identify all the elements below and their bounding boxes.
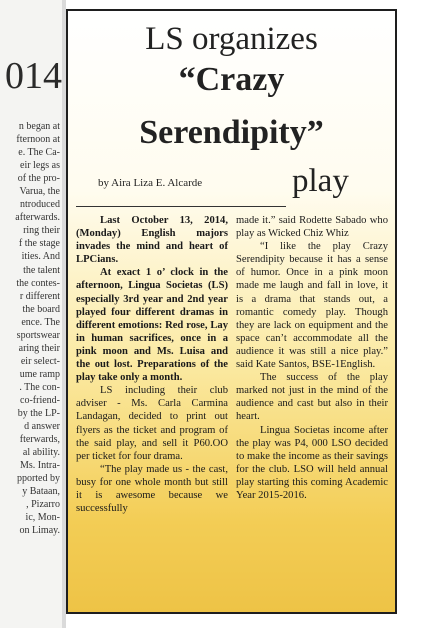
byline: by Aira Liza E. Alcarde (98, 177, 203, 189)
adjacent-text-line: Varua, the (19, 186, 60, 198)
body-paragraph: Lingua Societas income after the play was P4, 000 LSO decided to make the income as their savings for the club. LSO will held annual play starting this coming Academic Year 2015-2016. (236, 424, 388, 501)
adjacent-text-line: on Limay. (19, 525, 60, 537)
adjacent-article-title: 014 (5, 56, 62, 96)
adjacent-article-column (0, 0, 62, 628)
adjacent-text-line: ring their (23, 225, 60, 237)
adjacent-text-line: fterwards, (19, 434, 60, 446)
headline-line-4: play (292, 163, 349, 199)
headline-line-1: LS organizes (145, 21, 318, 57)
adjacent-text-line: ic, Mon- (25, 512, 60, 524)
adjacent-text-line: pported by (16, 473, 60, 485)
adjacent-text-line: ume ramp (19, 368, 60, 380)
adjacent-text-line: sportswear (16, 329, 60, 341)
adjacent-text-line: r different (19, 290, 60, 302)
body-paragraph: LS including their club adviser - Ms. Carla Carmina Landagan, decided to print out flyers as the ticket and program of the said play, and sell it P60.OO per ticket for four drama. (76, 385, 228, 462)
body-paragraph: made it.” said Rodette Sabado who play as Wicked Chiz Whiz (236, 215, 388, 240)
adjacent-text-line: Ms. Intra- (20, 460, 60, 472)
adjacent-text-line: by the LP- (17, 408, 60, 420)
body-paragraph: “The play made us - the cast, busy for one whole month but still it is awesome because we successfully (76, 463, 228, 515)
adjacent-text-line: . The con- (19, 381, 60, 393)
adjacent-text-line: d answer (24, 421, 60, 433)
body-paragraph: At exact 1 o’ clock in the afternoon, Lingua Societas (LS) especially 3rd year and 2nd year played four different dramas in different emotions: Red rose, Lay in human sacrifices, once in a pink moon and Ms. Luisa and the out lost. Preparations of the play take only a month. (76, 267, 228, 384)
adjacent-text-line: n began at (18, 121, 60, 132)
adjacent-article-text (0, 120, 60, 538)
adjacent-text-line: f the stage (18, 238, 60, 250)
adjacent-text-line: aring their (18, 342, 60, 354)
body-paragraph: “I like the play Crazy Serendipity because it has a sense of humor. Once in a pink moon made me laugh and fall in love, it is a drama that stands out, a romantic comedy play. Though they are lack on equipment and the space can’t accommodate all the audience it was still a nice play.” said Kate Santos, BSE-1English. (236, 241, 388, 371)
adjacent-text-line: of the pro- (17, 173, 60, 185)
adjacent-text-line: fternoon at (16, 134, 60, 146)
adjacent-text-line: the contes- (16, 277, 60, 289)
article-column-2 (236, 214, 388, 502)
article-column-1 (76, 214, 228, 515)
adjacent-text-line: ities. And (21, 251, 60, 263)
adjacent-text-line: co-friend- (20, 394, 60, 406)
adjacent-text-line: eir legs as (20, 160, 60, 172)
adjacent-text-line: ntroduced (20, 199, 60, 211)
adjacent-text-line: afterwards. (15, 212, 60, 224)
adjacent-text-line: y Bataan, (22, 486, 60, 498)
adjacent-text-line: e. The Ca- (18, 147, 60, 159)
headline-line-2: “Crazy (178, 61, 285, 98)
adjacent-text-line: , Pizarro (26, 499, 60, 511)
article-box (66, 9, 397, 614)
adjacent-text-line: al ability. (22, 447, 60, 459)
lead-paragraph: Last October 13, 2014, (Monday) English majors invades the mind and heart of LPCians. (76, 215, 228, 266)
byline-divider (76, 206, 286, 207)
adjacent-text-line: eir select- (20, 355, 60, 367)
adjacent-text-line: the talent (23, 264, 60, 276)
adjacent-text-line: the board (22, 303, 60, 315)
body-paragraph: The success of the play marked not just in the mind of the audience and cast but also in their heart. (236, 372, 388, 423)
headline-line-3: Serendipity” (139, 114, 324, 151)
adjacent-text-line: ence. The (21, 316, 60, 328)
